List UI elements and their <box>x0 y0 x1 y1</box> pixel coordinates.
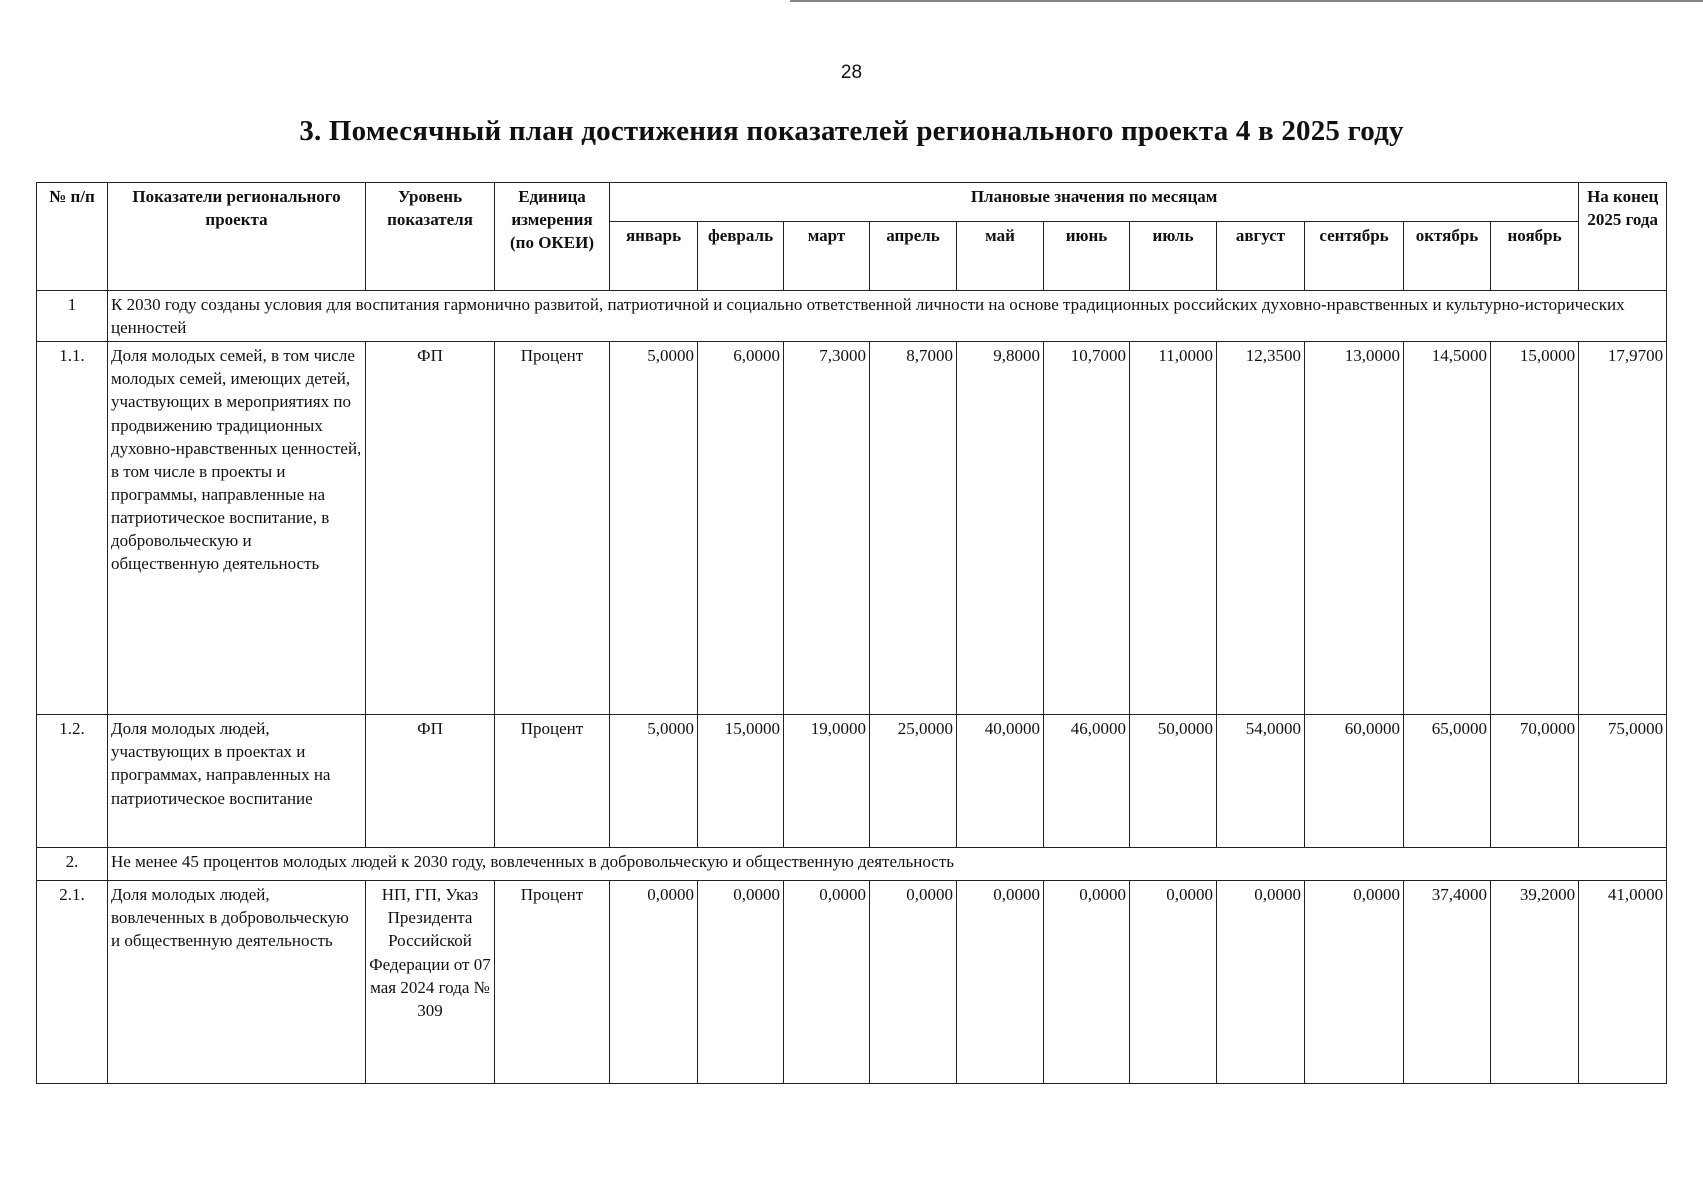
month-value: 7,3000 <box>784 342 870 715</box>
indicator-level: ФП <box>366 715 495 848</box>
col-header-num: № п/п <box>37 183 108 291</box>
table-row <box>37 342 1667 715</box>
col-header-months-group: Плановые значения по месяцам <box>610 183 1579 222</box>
month-value: 5,0000 <box>610 715 698 848</box>
goal-row <box>37 848 1667 881</box>
month-value: 0,0000 <box>870 881 957 1084</box>
month-value: 65,0000 <box>1404 715 1491 848</box>
month-value: 46,0000 <box>1044 715 1130 848</box>
month-header: март <box>784 222 870 291</box>
month-value: 39,2000 <box>1491 881 1579 1084</box>
page-title: 3. Помесячный план достижения показателей регионального проекта 4 в 2025 году <box>299 115 1404 147</box>
month-header: сентябрь <box>1305 222 1404 291</box>
month-value: 0,0000 <box>957 881 1044 1084</box>
month-value: 37,4000 <box>1404 881 1491 1084</box>
month-value: 60,0000 <box>1305 715 1404 848</box>
month-value: 6,0000 <box>698 342 784 715</box>
page-number: 28 <box>840 62 863 83</box>
col-header-level: Уровень показателя <box>366 183 495 291</box>
indicator-unit: Процент <box>495 881 610 1084</box>
month-value: 14,5000 <box>1404 342 1491 715</box>
indicator-name: Доля молодых людей, вовлеченных в добровольческую и общественную деятельность <box>108 881 366 1084</box>
col-header-indicator: Показатели регионального проекта <box>108 183 366 291</box>
month-header: ноябрь <box>1491 222 1579 291</box>
month-value: 50,0000 <box>1130 715 1217 848</box>
month-header: август <box>1217 222 1305 291</box>
month-value: 13,0000 <box>1305 342 1404 715</box>
month-value: 0,0000 <box>1130 881 1217 1084</box>
goal-text: Не менее 45 процентов молодых людей к 2030 году, вовлеченных в добровольческую и общественную деятельность <box>108 848 1667 881</box>
month-value: 0,0000 <box>1305 881 1404 1084</box>
goal-text: К 2030 году созданы условия для воспитания гармонично развитой, патриотичной и социально ответственной личности на основе традиционных российских духовно-нравственных и культурно-исторических ценностей <box>108 291 1667 342</box>
monthly-plan-table <box>36 182 1667 1084</box>
col-header-unit: Единица измерения (по ОКЕИ) <box>495 183 610 291</box>
indicator-level: НП, ГП, Указ Президента Российской Федерации от 07 мая 2024 года № 309 <box>366 881 495 1084</box>
month-value: 15,0000 <box>698 715 784 848</box>
month-header: июнь <box>1044 222 1130 291</box>
month-header: май <box>957 222 1044 291</box>
month-value: 12,3500 <box>1217 342 1305 715</box>
month-header: январь <box>610 222 698 291</box>
end-of-year-value: 17,9700 <box>1579 342 1667 715</box>
header-row-1 <box>37 183 1667 222</box>
month-value: 0,0000 <box>784 881 870 1084</box>
row-number: 1.2. <box>37 715 108 848</box>
month-value: 40,0000 <box>957 715 1044 848</box>
month-value: 0,0000 <box>1217 881 1305 1084</box>
col-header-end-of-year: На конец 2025 года <box>1579 183 1667 291</box>
month-value: 10,7000 <box>1044 342 1130 715</box>
month-value: 5,0000 <box>610 342 698 715</box>
month-value: 11,0000 <box>1130 342 1217 715</box>
goal-number: 1 <box>37 291 108 342</box>
month-value: 8,7000 <box>870 342 957 715</box>
indicator-name: Доля молодых семей, в том числе молодых семей, имеющих детей, участвующих в мероприятиях по продвижению традиционных духовно-нравственных ценностей, в том числе в проекты и программы, направленные на патриотическое воспитание, в добровольческую и общественную деятельность <box>108 342 366 715</box>
scan-edge-line <box>790 0 1703 2</box>
indicator-name: Доля молодых людей, участвующих в проектах и программах, направленных на патриотическое воспитание <box>108 715 366 848</box>
month-value: 19,0000 <box>784 715 870 848</box>
row-number: 2.1. <box>37 881 108 1084</box>
month-value: 9,8000 <box>957 342 1044 715</box>
month-value: 25,0000 <box>870 715 957 848</box>
month-header: июль <box>1130 222 1217 291</box>
month-value: 15,0000 <box>1491 342 1579 715</box>
month-header: октябрь <box>1404 222 1491 291</box>
month-value: 0,0000 <box>610 881 698 1084</box>
table-row <box>37 881 1667 1084</box>
end-of-year-value: 41,0000 <box>1579 881 1667 1084</box>
month-value: 70,0000 <box>1491 715 1579 848</box>
indicator-unit: Процент <box>495 342 610 715</box>
month-header: февраль <box>698 222 784 291</box>
month-value: 54,0000 <box>1217 715 1305 848</box>
indicator-level: ФП <box>366 342 495 715</box>
row-number: 1.1. <box>37 342 108 715</box>
month-value: 0,0000 <box>1044 881 1130 1084</box>
table-row <box>37 715 1667 848</box>
goal-number: 2. <box>37 848 108 881</box>
month-value: 0,0000 <box>698 881 784 1084</box>
month-header: апрель <box>870 222 957 291</box>
end-of-year-value: 75,0000 <box>1579 715 1667 848</box>
goal-row <box>37 291 1667 342</box>
indicator-unit: Процент <box>495 715 610 848</box>
